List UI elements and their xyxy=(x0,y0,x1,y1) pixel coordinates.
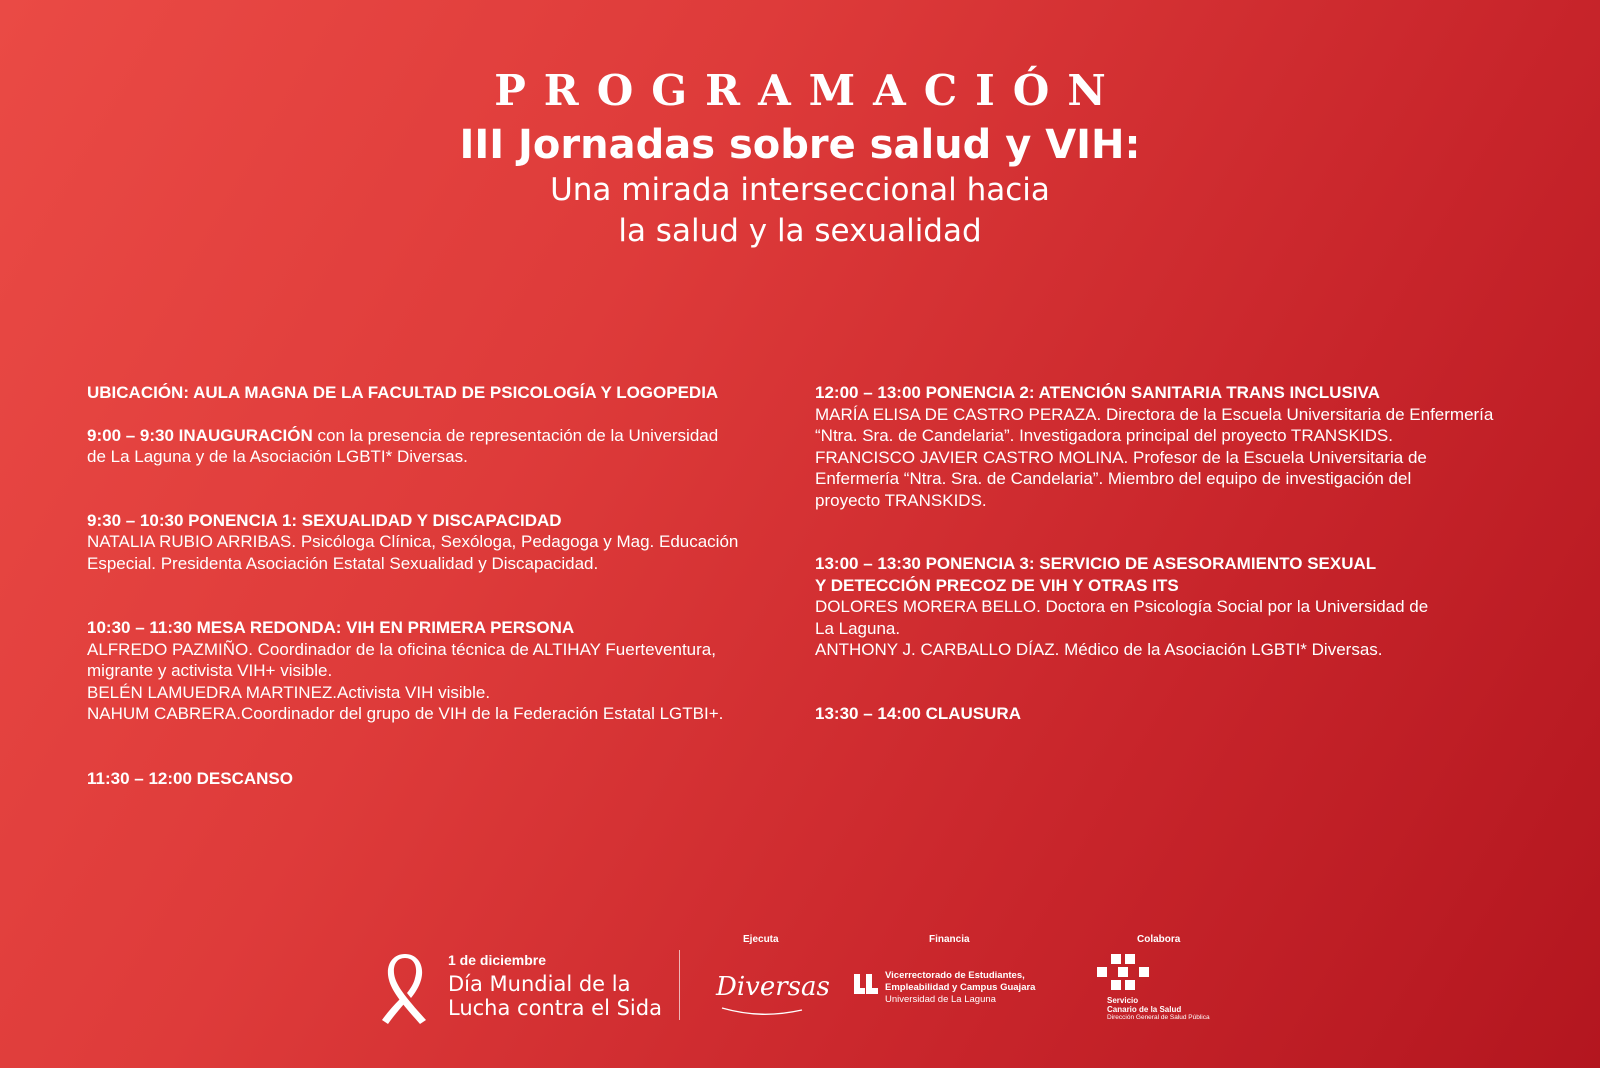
scs-line-3: Dirección General de Salud Pública xyxy=(1107,1014,1210,1021)
ponencia-2-line-2: “Ntra. Sra. de Candelaria”. Investigadora principal del proyecto TRANSKIDS. xyxy=(815,426,1393,445)
schedule-item-ponencia-2 xyxy=(815,382,1535,511)
inauguracion-time: 9:00 – 9:30 INAUGURACIÓN xyxy=(87,425,313,445)
descanso: 11:30 – 12:00 DESCANSO xyxy=(87,768,293,788)
ponencia-3-line-2: La Laguna. xyxy=(815,618,901,638)
world-aids-day-title-line-1: Día Mundial de la xyxy=(448,972,631,996)
red-ribbon-icon xyxy=(378,954,432,1026)
ponencia-2-line-3: FRANCISCO JAVIER CASTRO MOLINA. Profesor de la Escuela Universitaria de xyxy=(815,447,1427,467)
event-title: III Jornadas sobre salud y VIH: xyxy=(459,122,1141,168)
ull-logo-icon xyxy=(852,972,880,996)
ponencia-3-heading-1: 13:00 – 13:30 PONENCIA 3: SERVICIO DE ASESORAMIENTO SEXUAL xyxy=(815,554,1377,573)
mesa-redonda-line-4: NAHUM CABRERA.Coordinador del grupo de VIH de la Federación Estatal LGTBI+. xyxy=(87,704,724,723)
inauguracion-text-2: de La Laguna y de la Asociación LGBTI* Diversas. xyxy=(87,447,468,466)
scs-name xyxy=(1107,996,1181,1014)
financia-label: Financia xyxy=(929,934,970,945)
world-aids-day-date: 1 de diciembre xyxy=(448,952,547,968)
schedule-item-mesa-redonda xyxy=(87,617,787,725)
ponencia-2-line-1: MARÍA ELISA DE CASTRO PERAZA. Directora de la Escuela Universitaria de Enfermería xyxy=(815,404,1494,424)
ponencia-1-line-2: Especial. Presidenta Asociación Estatal Sexualidad y Discapacidad. xyxy=(87,553,599,573)
colabora-label: Colabora xyxy=(1137,934,1181,945)
schedule-item-ponencia-1 xyxy=(87,510,787,575)
ponencia-2-line-5: proyecto TRANSKIDS. xyxy=(815,490,987,510)
scs-line-2: Canario de la Salud xyxy=(1107,1005,1182,1014)
inauguracion-text-1: con la presencia de representación de la Universidad xyxy=(317,425,719,445)
vicerrectorado-name xyxy=(885,970,1035,994)
ponencia-2-line-4: Enfermería “Ntra. Sra. de Candelaria”. Miembro del equipo de investigación del xyxy=(815,469,1412,488)
mesa-redonda-line-3: BELÉN LAMUEDRA MARTINEZ.Activista VIH visible. xyxy=(87,682,491,702)
schedule-item-inauguracion xyxy=(87,425,787,468)
footer-divider xyxy=(679,950,680,1020)
ejecuta-label: Ejecuta xyxy=(743,934,779,945)
vicerrectorado-line-2: Empleabilidad y Campus Guajara xyxy=(885,982,1036,993)
universidad-name: Universidad de La Laguna xyxy=(885,994,996,1005)
event-subtitle-line-2: la salud y la sexualidad xyxy=(618,213,982,249)
mesa-redonda-line-2: migrante y activista VIH+ visible. xyxy=(87,661,333,680)
scs-cross-logo-icon xyxy=(1097,954,1149,990)
location: UBICACIÓN: AULA MAGNA DE LA FACULTAD DE PSICOLOGÍA Y LOGOPEDIA xyxy=(87,383,719,402)
ponencia-3-line-1: DOLORES MORERA BELLO. Doctora en Psicología Social por la Universidad de xyxy=(815,597,1429,616)
schedule-right-column xyxy=(815,382,1535,724)
ponencia-1-heading: 9:30 – 10:30 PONENCIA 1: SEXUALIDAD Y DISCAPACIDAD xyxy=(87,510,562,530)
ponencia-3-heading-2: Y DETECCIÓN PRECOZ DE VIH Y OTRAS ITS xyxy=(815,575,1179,595)
header xyxy=(0,62,1600,252)
kicker-title: PROGRAMACIÓN xyxy=(494,66,1124,115)
scs-line-1: Servicio xyxy=(1107,996,1139,1005)
diversas-logo-swoosh xyxy=(720,1006,804,1016)
clausura: 13:30 – 14:00 CLAUSURA xyxy=(815,703,1021,723)
event-subtitle-line-1: Una mirada interseccional hacia xyxy=(550,172,1050,208)
vicerrectorado-line-1: Vicerrectorado de Estudiantes, xyxy=(885,970,1025,981)
world-aids-day-title xyxy=(448,972,662,1020)
mesa-redonda-line-1: ALFREDO PAZMIÑO. Coordinador de la oficina técnica de ALTIHAY Fuerteventura, xyxy=(87,639,716,659)
schedule-left-column xyxy=(87,382,787,789)
schedule-item-ponencia-3 xyxy=(815,553,1535,661)
footer-logos xyxy=(0,932,1600,1032)
world-aids-day-title-line-2: Lucha contra el Sida xyxy=(448,996,662,1020)
ponencia-3-line-3: ANTHONY J. CARBALLO DÍAZ. Médico de la Asociación LGBTI* Diversas. xyxy=(815,640,1383,659)
diversas-logo: Diversas xyxy=(716,972,830,1002)
ponencia-1-line-1: NATALIA RUBIO ARRIBAS. Psicóloga Clínica, Sexóloga, Pedagoga y Mag. Educación xyxy=(87,532,739,551)
mesa-redonda-heading: 10:30 – 11:30 MESA REDONDA: VIH EN PRIMERA PERSONA xyxy=(87,618,575,637)
ponencia-2-heading: 12:00 – 13:00 PONENCIA 2: ATENCIÓN SANITARIA TRANS INCLUSIVA xyxy=(815,383,1380,402)
